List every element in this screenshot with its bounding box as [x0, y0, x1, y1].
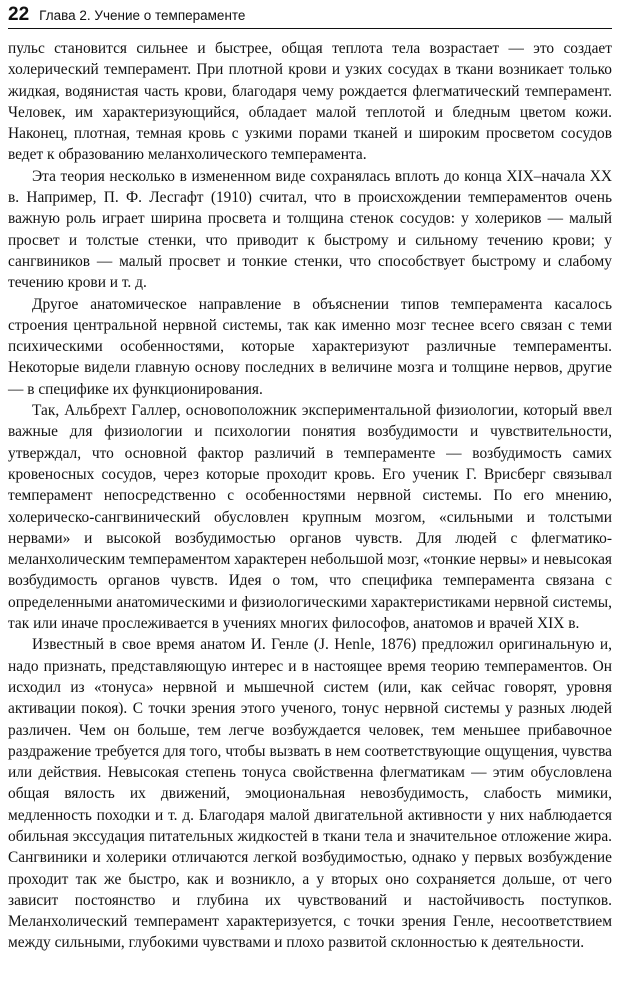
paragraph: Эта теория несколько в измененном виде сохранялась вплоть до конца XIX–начала XX в. Например, П. Ф. Лесгафт (1910) считал, что в происхождении темпераментов очень важную роль играет ширина просвета и толщина стенок сосудов: у холериков — малый просвет и толстые стенки, что приводит к быстрому и сильному течению крови; у сангвиников — малый просвет и тонкие стенки, что способствует быстрому и слабому течению крови и т. д.	[8, 167, 612, 292]
paragraph: Так, Альбрехт Галлер, основоположник экспериментальной физиологии, который ввел важные для физиологии и психологии понятия возбудимости и чувствительности, утверждал, что основной фактор различий в темпераменте — возбудимость самих кровеносных сосудов, через которые проходит кровь. Его ученик Г. Врисберг связывал темперамент непосредственно с особенностями нервной системы. По его мнению, холерическо-сангвинический обусловлен крупным мозгом, «сильными и толстыми нервами» и высокой возбудимостью органов чувств. Для людей с флегматико-меланхолическим темпераментом характерен небольшой мозг, «тонкие нервы» и невысокая возбудимость органов чувств. Идея о том, что специфика темперамента связана с определенными анатомическими и физиологическими характеристиками нервной системы, так или иначе прослеживается в учениях многих философов, анатомов и врачей XIX в.	[8, 402, 612, 633]
body-text	[8, 38, 612, 954]
paragraph: Известный в свое время анатом И. Генле (J. Henle, 1876) предложил оригинальную и, надо признать, представляющую интерес и в настоящее время теорию темпераментов. Он исходил из «тонуса» нервной и мышечной систем (или, как сейчас говорят, уровня активации покоя). С точки зрения этого ученого, тонус нервной системы у разных людей различен. Чем он больше, тем легче возбуждается человек, тем меньшее прибавочное раздражение требуется для того, чтобы вызвать в нем соответствующие ощущения, чувства или действия. Невысокая степень тонуса свойственна флегматикам — этим обусловлена общая вялость их движений, эмоциональная невозбудимость, слабость мимики, медленность походки и т. д. Благодаря малой двигательной активности у них наблюдается обильная экссудация питательных жидкостей в ткани тела и значительное отложение жира. Сангвиники и холерики отличаются легкой возбудимостью, однако у первых возбуждение проходит так же быстро, как и возникло, а у вторых оно сохраняется дольше, от чего зависит постоянство и глубина их чувствований и настойчивость поступков. Меланхолический темперамент характеризуется, с точки зрения Генле, несоответствием между сильными, глубокими чувствами и плохо развитой склонностью к деятельности.	[8, 636, 612, 952]
paragraph: пульс становится сильнее и быстрее, общая теплота тела возрастает — это создает холерический темперамент. При плотной крови и узких сосудах в ткани возникает только жидкая, водянистая часть крови, благодаря чему рождается флегматический темперамент. Человек, им характеризующийся, обладает малой теплотой и бледным цветом кожи. Наконец, плотная, темная кровь с узкими порами тканей и широким просветом сосудов ведет к образованию меланхолического темперамента.	[8, 40, 612, 164]
running-header	[8, 2, 612, 29]
page-number: 22	[8, 4, 30, 25]
chapter-title: Глава 2. Учение о темпераменте	[39, 8, 246, 23]
paragraph: Другое анатомическое направление в объяснении типов темперамента касалось строения центральной нервной системы, так как именно мозг теснее всего связан с теми психическими особенностями, которые характеризуют различные темпераменты. Некоторые видели главную основу последних в величине мозга и толщине нервов, другие — в специфике их функционирования.	[8, 295, 612, 398]
